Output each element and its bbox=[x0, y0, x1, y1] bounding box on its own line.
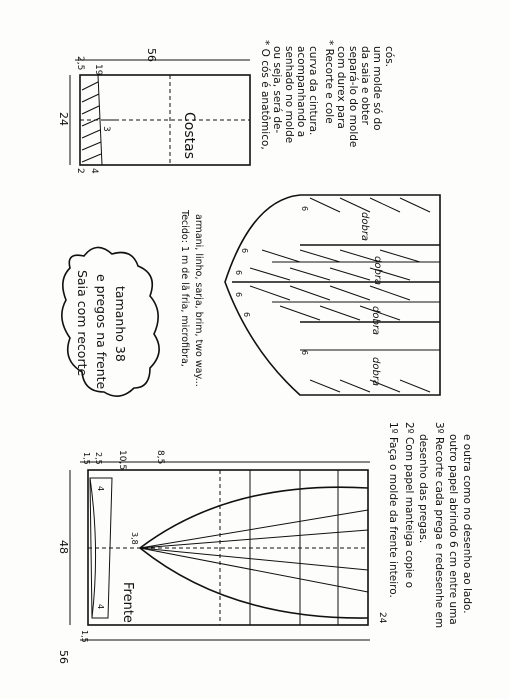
front-curve-value: 3,8 bbox=[130, 532, 139, 545]
fold-label-3: dobra bbox=[370, 306, 381, 336]
back-width-value: 24 bbox=[57, 112, 70, 126]
instruction-step2a: 2º Com papel manteiga copie o bbox=[403, 422, 415, 589]
front-cos-height-b: 4 bbox=[96, 604, 105, 610]
back-top-a-value: 2,5 bbox=[75, 56, 85, 71]
instructions bbox=[387, 422, 473, 628]
front-top-offset-b: 2,5 bbox=[94, 452, 103, 465]
front-width-value: 48 bbox=[57, 540, 70, 554]
front-pleat-line-1 bbox=[140, 510, 368, 548]
front-bottom-hem: 1,5 bbox=[80, 630, 89, 643]
pleat-fan-outline bbox=[225, 195, 440, 395]
title-line1: Saia com recorte bbox=[75, 270, 90, 377]
back-note-line3: senhado no molde bbox=[283, 46, 295, 144]
pleat-space-6: 6 bbox=[300, 350, 309, 356]
back-note-line4: acompanhando a bbox=[295, 46, 307, 138]
pleat-space-5: 6 bbox=[242, 312, 251, 318]
front-piece bbox=[57, 450, 387, 664]
front-pleat-line-3 bbox=[140, 548, 368, 570]
back-cos-hatch bbox=[82, 82, 101, 162]
pleat-space-1: 6 bbox=[300, 206, 309, 212]
front-cos-height-a: 4 bbox=[96, 486, 105, 492]
front-pleat-line-2 bbox=[140, 530, 368, 548]
title-bubble bbox=[62, 247, 159, 396]
back-cos-a-value: 19 bbox=[93, 64, 103, 76]
back-cos-b-value: 2 bbox=[75, 168, 85, 174]
instruction-step1: 1º Faça o molde da frente inteiro. bbox=[387, 422, 399, 598]
back-note-line1: * O cós é anatômico, bbox=[259, 40, 271, 150]
pleat-space-2: 6 bbox=[240, 248, 249, 254]
pleat-fan bbox=[225, 195, 440, 395]
back-label: Costas bbox=[181, 112, 197, 159]
title-line2: e pregos na frente bbox=[94, 274, 109, 390]
pleat-space-4: 6 bbox=[234, 292, 243, 298]
back-note-line10: um molde só do bbox=[371, 46, 383, 131]
front-hip-drop-value: 8,5 bbox=[155, 450, 165, 465]
back-note-line6: * Recorte e cole bbox=[323, 40, 335, 124]
front-cos-band bbox=[90, 478, 112, 618]
pleat-hatch bbox=[250, 198, 430, 392]
front-bottom-gap: 24 bbox=[377, 612, 387, 624]
back-dart-value: 3 bbox=[101, 126, 111, 132]
back-note-line5: curva da cintura. bbox=[307, 46, 319, 136]
back-note-line11: cós. bbox=[383, 46, 395, 68]
back-piece bbox=[57, 48, 250, 174]
fabric-note-line1: Tecido: 1 m de lã fria, microfibra, bbox=[179, 210, 190, 367]
front-label: Frente bbox=[120, 582, 135, 623]
back-note-line7: com durex para bbox=[335, 46, 347, 129]
instruction-step3a: 3º Recorte cada prega e redesenhe em bbox=[433, 422, 445, 629]
fold-label-1: dobra bbox=[359, 212, 370, 242]
instruction-step3c: e outra como no desenho ao lado. bbox=[461, 434, 473, 614]
fabric-note bbox=[179, 209, 204, 387]
back-note-line2: ou seja, será de- bbox=[271, 46, 283, 134]
fabric-note-line2: armani, linho, sarja, brim, two way... bbox=[193, 214, 204, 387]
fold-label-2: dobra bbox=[372, 256, 383, 286]
back-length-value: 56 bbox=[145, 48, 158, 62]
back-note-line8: separá-lo do molde bbox=[347, 46, 359, 148]
pleat-space-3: 6 bbox=[234, 270, 243, 276]
instruction-step2b: desenho das pregas. bbox=[417, 434, 429, 544]
front-pleat-line-4 bbox=[140, 548, 368, 592]
title-line3: tamanho 38 bbox=[113, 286, 128, 362]
front-waist-value: 10,5 bbox=[117, 450, 127, 471]
back-note-line9: da saia e obter bbox=[359, 46, 371, 125]
back-note bbox=[259, 40, 395, 150]
front-length-value: 56 bbox=[57, 650, 70, 664]
fold-label-4: dobra bbox=[370, 357, 381, 387]
instruction-step3b: outro papel abrindo 6 cm entre uma bbox=[447, 434, 459, 625]
front-top-offset-a: 1,5 bbox=[82, 452, 91, 465]
back-cos-c-value: 4 bbox=[89, 168, 99, 174]
